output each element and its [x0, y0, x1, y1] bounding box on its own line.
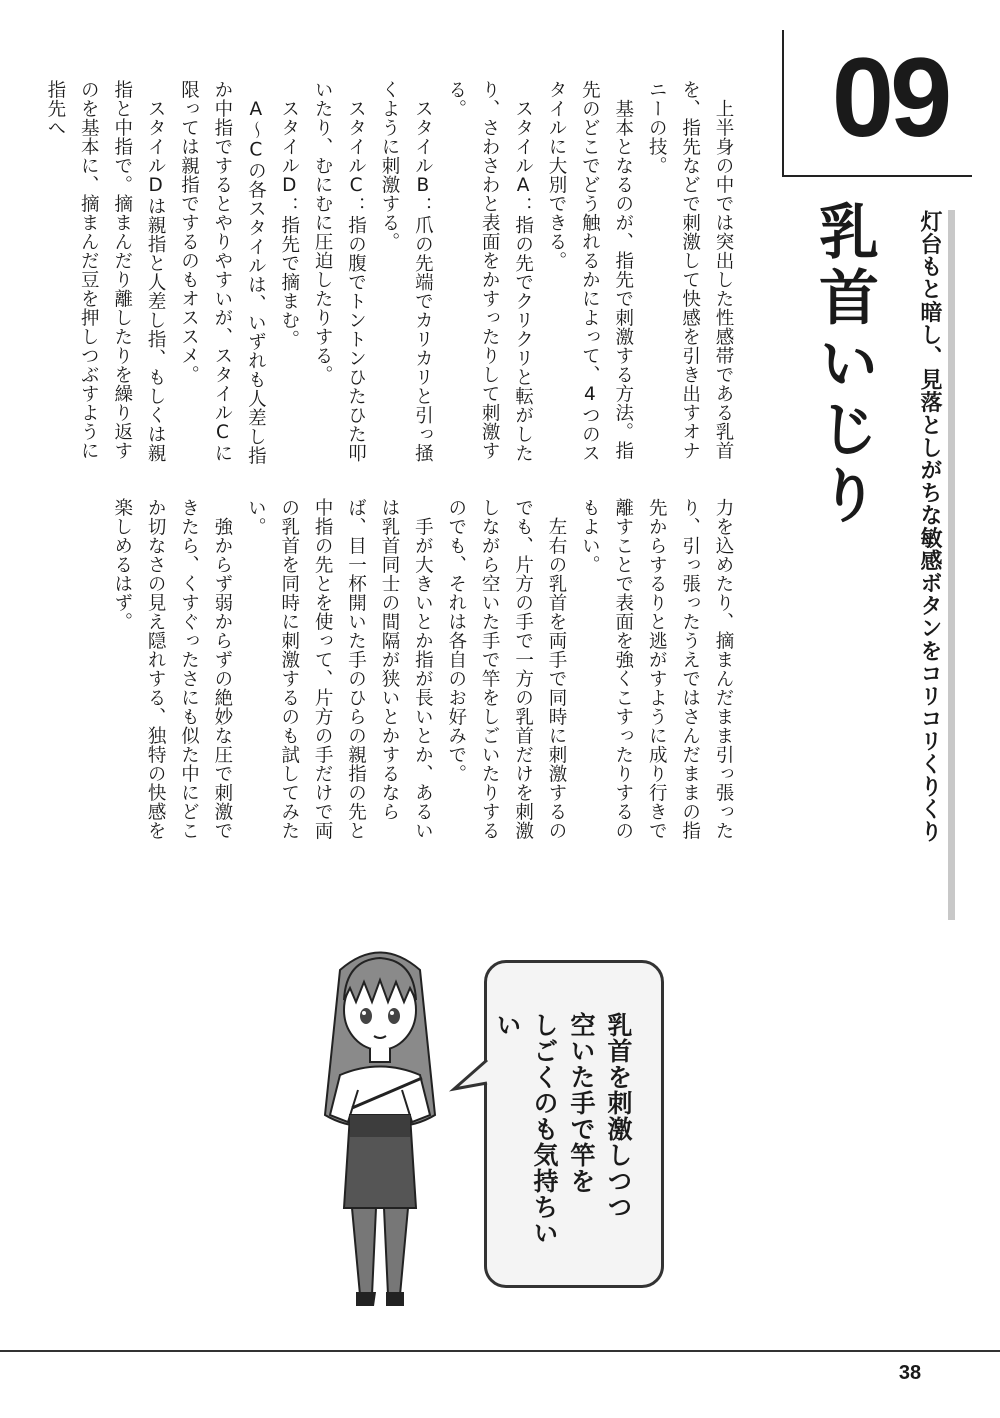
page-number: 38 — [898, 1362, 922, 1384]
page-title: 乳首いじり — [809, 200, 879, 530]
paragraph: 左右の乳首を両手で同時に刺激するのでも、片方の手で一方の乳首だけを刺激しながら空いた手で竿をしごいたりするのでも、それは各自のお好みで。 — [445, 498, 567, 840]
footer-rule — [0, 1350, 1000, 1352]
speech-bubble-tail — [452, 1055, 492, 1095]
subtitle-rule — [948, 210, 955, 920]
character-illustration — [300, 940, 460, 1320]
subtitle: 灯台もと暗し、見落としがちな敏感ボタンをコリコリくりくり — [917, 210, 942, 843]
paragraph: スタイルA：指の先でクリクリと転がしたり、さわさわと表面をかすったりして刺激する。 — [445, 80, 534, 463]
chapter-number: 09 — [831, 35, 949, 160]
speech-bubble-text: 乳首を刺激しつつ 空いた手で竿を しごくのも気持ちいい — [493, 1012, 633, 1246]
paragraph: 強からず弱からずの絶妙な圧で刺激できたら、くすぐったさにも似た中にどこか切なさの見え隠れする、独特の快感を楽しめるはず。 — [111, 498, 233, 840]
paragraph: スタイルB：爪の先端でカリカリと引っ掻くように刺激する。 — [378, 80, 434, 463]
paragraph-continued: 力を込めたり、摘まんだまま引っ張ったり、引っ張ったうえではさんだままの指先からするりと逃がすように成り行きで離すことで表面を強くこすったりするのもよい。 — [579, 498, 734, 840]
paragraph: スタイルD：指先で摘まむ。 — [278, 99, 300, 349]
paragraph: スタイルDは親指と人差し指、もしくは親指と中指で。摘まんだり離したりを繰り返すのを基本に、摘まんだ豆を押しつぶすように指先へ — [44, 80, 167, 463]
paragraph: スタイルC：指の腹でトントンひたひた叩いたり、むにむに圧迫したりする。 — [312, 80, 367, 463]
body-text-lower — [111, 498, 740, 858]
body-text-upper — [44, 80, 740, 470]
paragraph: A～Cの各スタイルは、いずれも人差し指か中指でするとやりやすいが、スタイルCに限っては親指でするのもオススメ。 — [178, 80, 267, 465]
paragraph: 手が大きいとか指が長いとか、あるいは乳首同士の間隔が狭いとかするならば、目一杯開いた手のひらの親指の先と中指の先とを使って、片方の手だけで両の乳首を同時に刺激するのも試してみたい。 — [245, 498, 434, 840]
paragraph: 基本となるのが、指先で刺激する方法。指先のどこでどう触れるかによって、4つのスタイルに大別できる。 — [545, 80, 634, 463]
paragraph: 上半身の中では突出した性感帯である乳首を、指先などで刺激して快感を引き出すオナニーの技。 — [646, 80, 734, 460]
